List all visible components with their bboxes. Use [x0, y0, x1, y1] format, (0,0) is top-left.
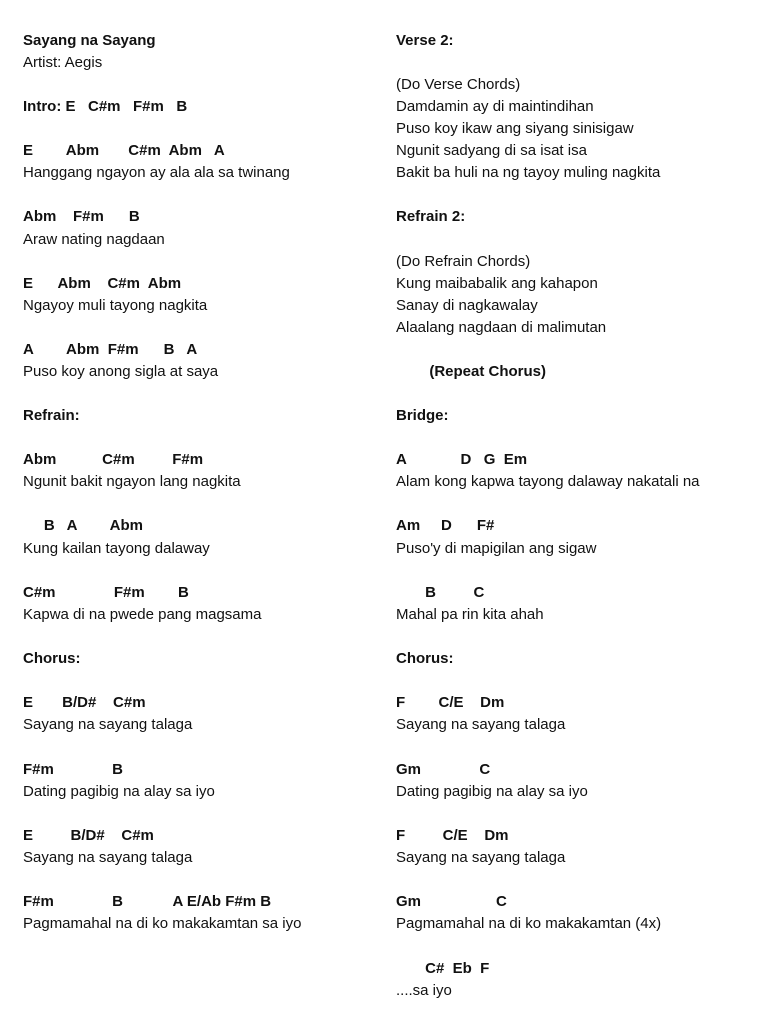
- lyric-line: Hanggang ngayon ay ala ala sa twinang: [23, 164, 290, 181]
- chord-line: E B/D# C#m: [23, 827, 154, 844]
- lyric-line: Artist: Aegis: [23, 54, 103, 71]
- chord-line: F#m B A E/Ab F#m B: [23, 893, 272, 910]
- lyric-line: (Do Verse Chords): [396, 76, 521, 93]
- lyric-line: Ngunit bakit ngayon lang nagkita: [23, 473, 241, 490]
- chord-line: E B/D# C#m: [23, 694, 146, 711]
- section-heading: Sayang na Sayang: [23, 32, 156, 49]
- lyric-line: Mahal pa rin kita ahah: [396, 606, 544, 623]
- lyric-line: Sayang na sayang talaga: [23, 849, 193, 866]
- lyric-line: Kung kailan tayong dalaway: [23, 540, 210, 557]
- chord-line: C#m F#m B: [23, 584, 189, 601]
- lyric-line: Sanay di nagkawalay: [396, 297, 538, 314]
- lyric-line: Kapwa di na pwede pang magsama: [23, 606, 262, 623]
- section-heading: Verse 2:: [396, 32, 454, 49]
- chord-line: B C: [396, 584, 485, 601]
- chord-line: (Repeat Chorus): [396, 363, 547, 380]
- chord-line: C# Eb F: [396, 960, 490, 977]
- section-heading: Refrain 2:: [396, 208, 466, 225]
- lyric-line: Puso'y di mapigilan ang sigaw: [396, 540, 597, 557]
- chord-line: Abm C#m F#m: [23, 451, 204, 468]
- chord-line: Abm F#m B: [23, 208, 140, 225]
- lyric-line: Pagmamahal na di ko makakamtan (4x): [396, 915, 662, 932]
- lyric-line: Alam kong kapwa tayong dalaway nakatali na: [396, 473, 700, 490]
- lyric-line: Puso koy ikaw ang siyang sinisigaw: [396, 120, 634, 137]
- lyric-line: Ngayoy muli tayong nagkita: [23, 297, 208, 314]
- lyric-line: Puso koy anong sigla at saya: [23, 363, 219, 380]
- lyric-line: Dating pagibig na alay sa iyo: [396, 783, 588, 800]
- chord-line: Gm C: [396, 761, 491, 778]
- chord-line: F C/E Dm: [396, 827, 509, 844]
- lyric-line: ....sa iyo: [396, 982, 452, 999]
- chord-line: E Abm C#m Abm A: [23, 142, 225, 159]
- lyric-line: Pagmamahal na di ko makakamtan sa iyo: [23, 915, 302, 932]
- chord-line: E Abm C#m Abm: [23, 275, 182, 292]
- chord-line: Am D F#: [396, 517, 495, 534]
- section-heading: Refrain:: [23, 407, 80, 424]
- chord-line: A D G Em: [396, 451, 528, 468]
- lyric-line: Sayang na sayang talaga: [23, 716, 193, 733]
- lyric-line: Araw nating nagdaan: [23, 231, 165, 248]
- section-heading: Chorus:: [396, 650, 454, 667]
- lyric-line: Damdamin ay di maintindihan: [396, 98, 594, 115]
- lyric-line: Ngunit sadyang di sa isat isa: [396, 142, 587, 159]
- section-heading: Bridge:: [396, 407, 449, 424]
- lyric-line: Kung maibabalik ang kahapon: [396, 275, 598, 292]
- chord-line: F#m B: [23, 761, 124, 778]
- lyric-line: Dating pagibig na alay sa iyo: [23, 783, 215, 800]
- section-heading: Chorus:: [23, 650, 81, 667]
- lyric-line: (Do Refrain Chords): [396, 253, 531, 270]
- lyric-line: Sayang na sayang talaga: [396, 716, 566, 733]
- chord-line: A Abm F#m B A: [23, 341, 198, 358]
- lyric-line: Alaalang nagdaan di malimutan: [396, 319, 607, 336]
- lyric-line: Sayang na sayang talaga: [396, 849, 566, 866]
- chord-line: B A Abm: [23, 517, 144, 534]
- chord-line: F C/E Dm: [396, 694, 505, 711]
- lyric-line: Bakit ba huli na ng tayoy muling nagkita: [396, 164, 661, 181]
- chord-line: Gm C: [396, 893, 507, 910]
- chord-line: Intro: E C#m F#m B: [23, 98, 188, 115]
